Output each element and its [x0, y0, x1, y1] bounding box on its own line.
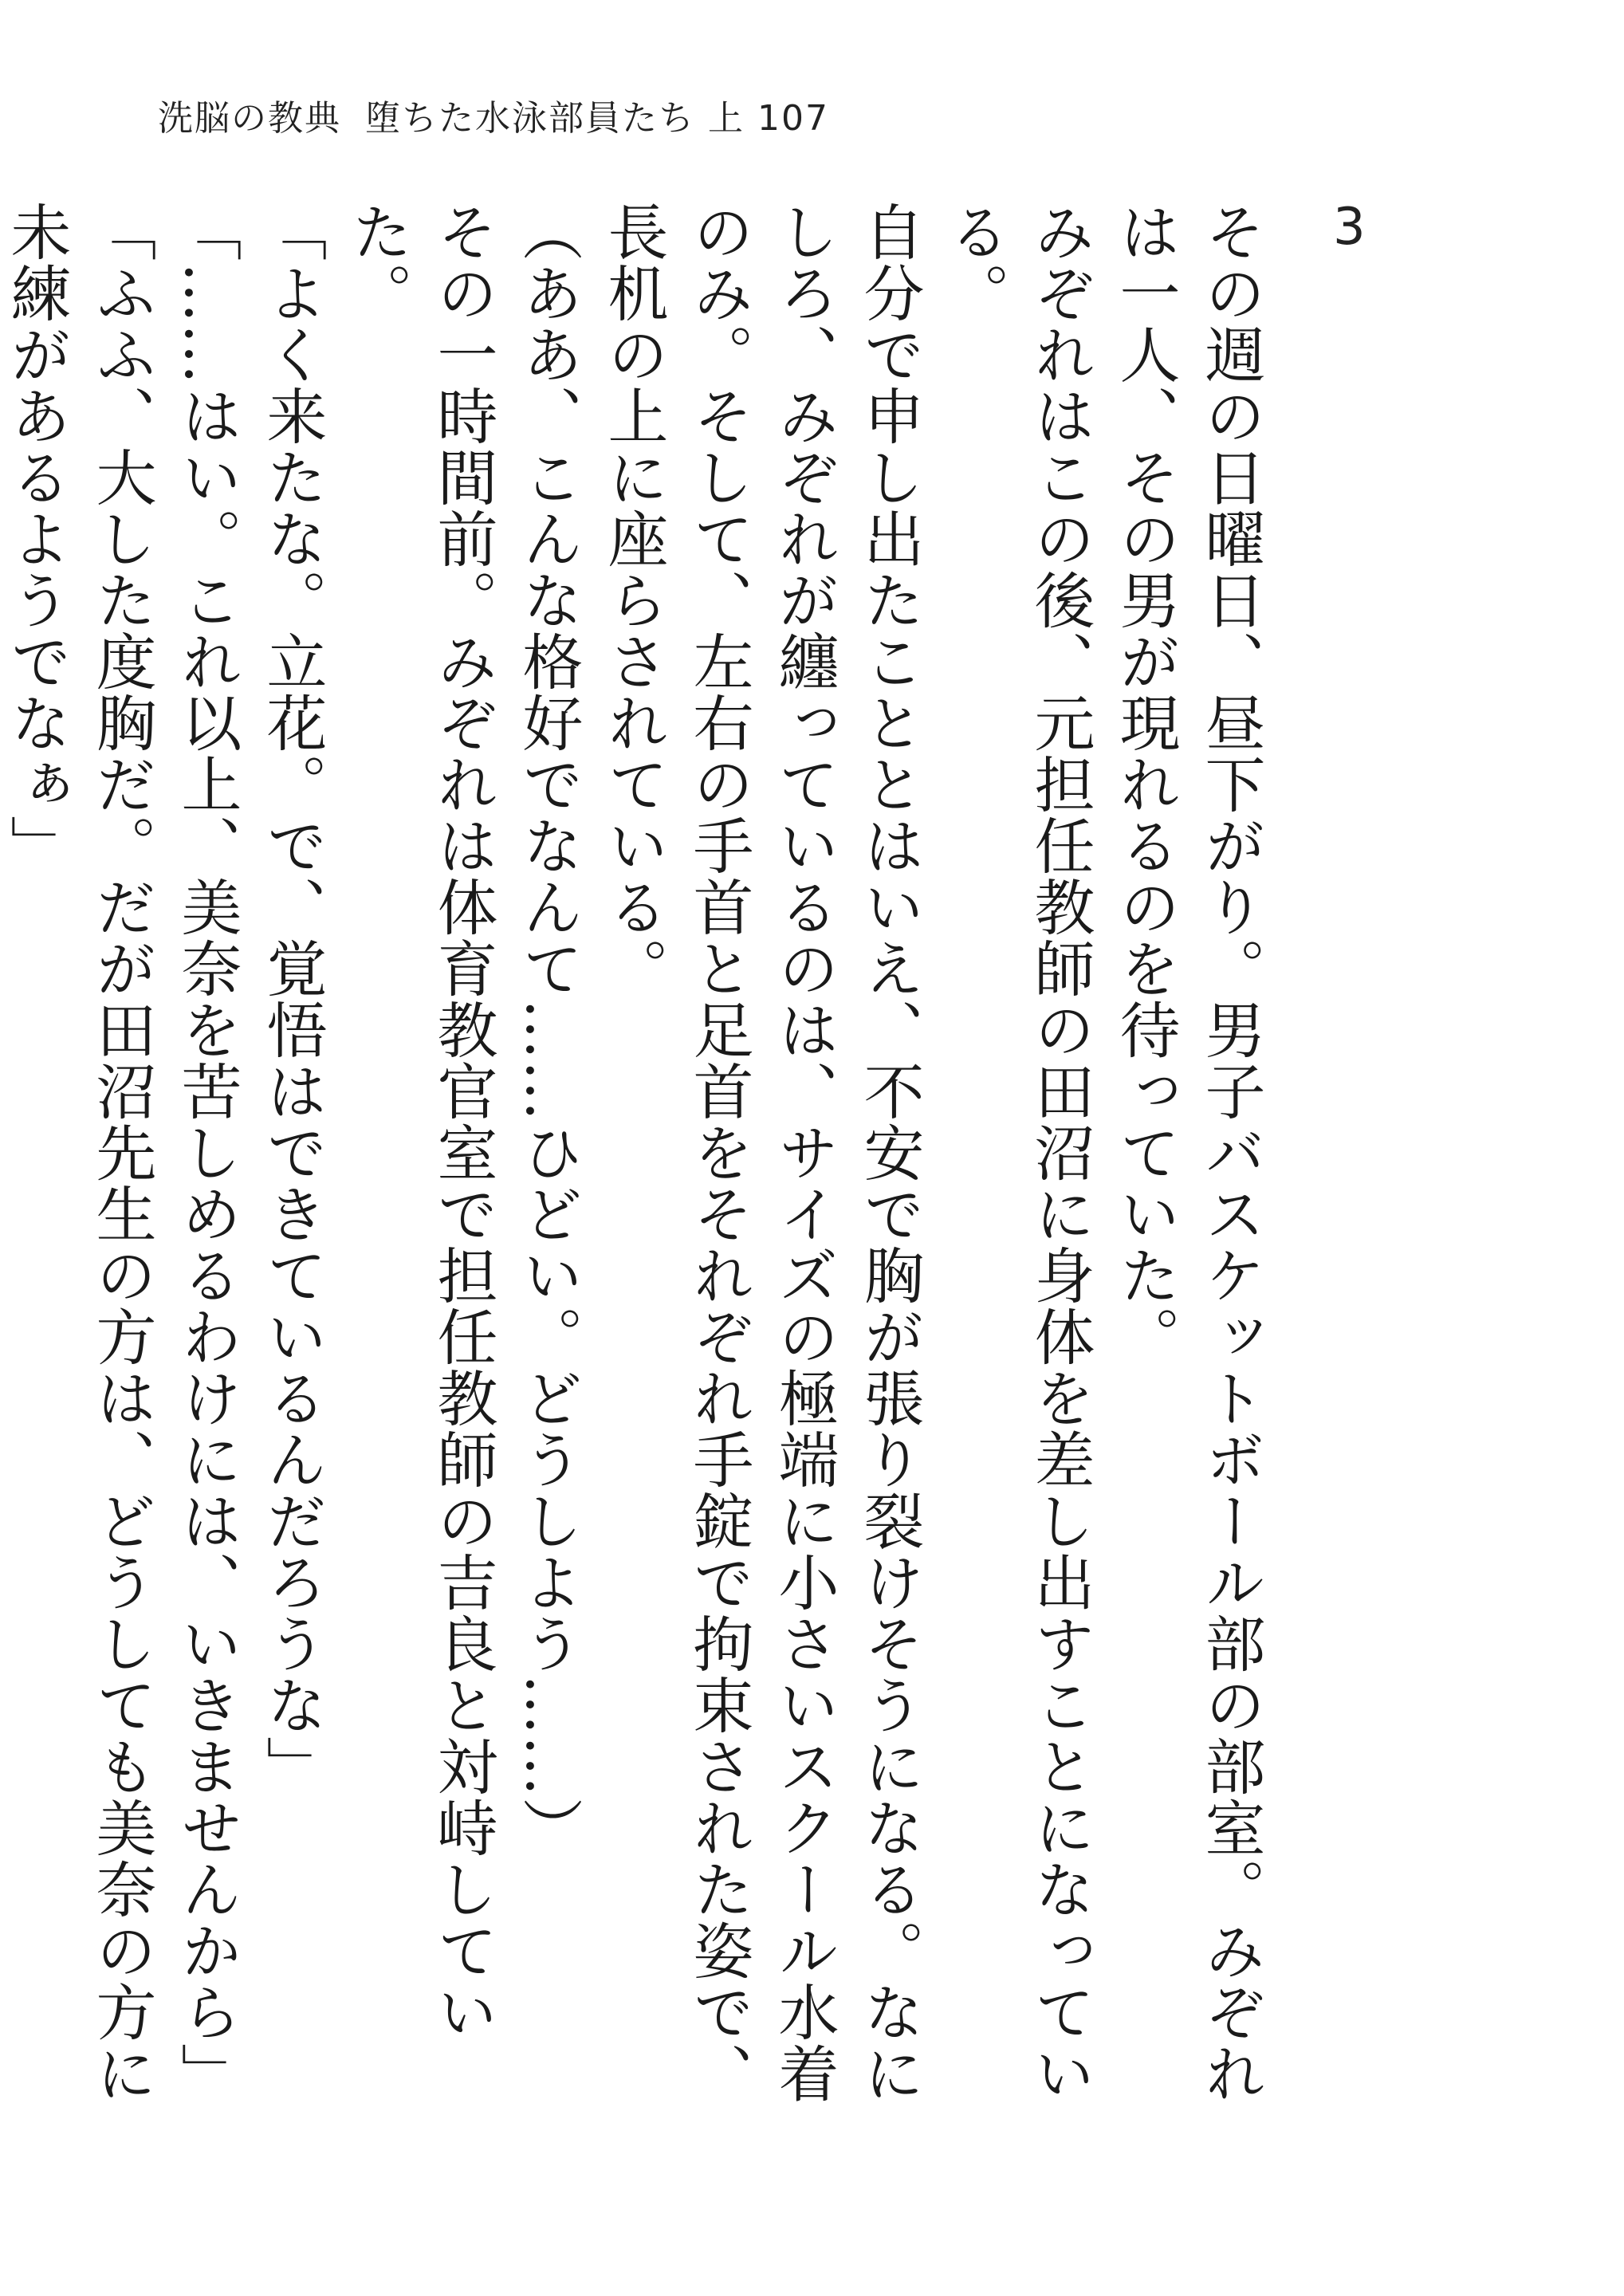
page-number: 107: [757, 98, 829, 139]
book-title: 洗脳の教典: [158, 98, 341, 139]
paragraph: 自分で申し出たこととはいえ、不安で胸が張り裂けそうになる。なにしろ、みぞれが纏っているのは、サイズの極端に小さいスクール水着のみ。そして、左右の手首と足首をそれぞれ手錠で拘束された姿で、長机の上に座らされている。: [598, 201, 925, 2104]
running-header: [158, 89, 829, 140]
book-subtitle: 堕ちた水泳部員たち 上: [365, 98, 745, 139]
dialogue-line: 「よく来たな。立花。で、覚悟はできているんだろうな」: [257, 201, 328, 1797]
paragraph: みぞれはこの後、元担任教師の田沼に身体を差し出すことになっている。: [939, 201, 1095, 2104]
chapter-number: 3: [1333, 198, 1366, 257]
dialogue-line: 「……はい。これ以上、美奈を苦しめるわけには、いきませんから」: [171, 201, 242, 2104]
paragraph: その一時間前。みぞれは体育教官室で担任教師の吉良と対峙していた。: [342, 201, 498, 2042]
vertical-body-text: [0, 201, 1273, 2146]
paragraph: その週の日曜日、昼下がり。男子バスケットボール部の部室。みぞれは一人、その男が現れるのを待っていた。: [1110, 201, 1266, 2104]
paragraph: （ああ、こんな格好でなんて……ひどい。どうしよう……）: [513, 201, 584, 1858]
dialogue-line: 「ふふ、大した度胸だ。だが田沼先生の方は、どうしても美奈の方に未練があるようでなぁ」: [1, 201, 157, 2104]
